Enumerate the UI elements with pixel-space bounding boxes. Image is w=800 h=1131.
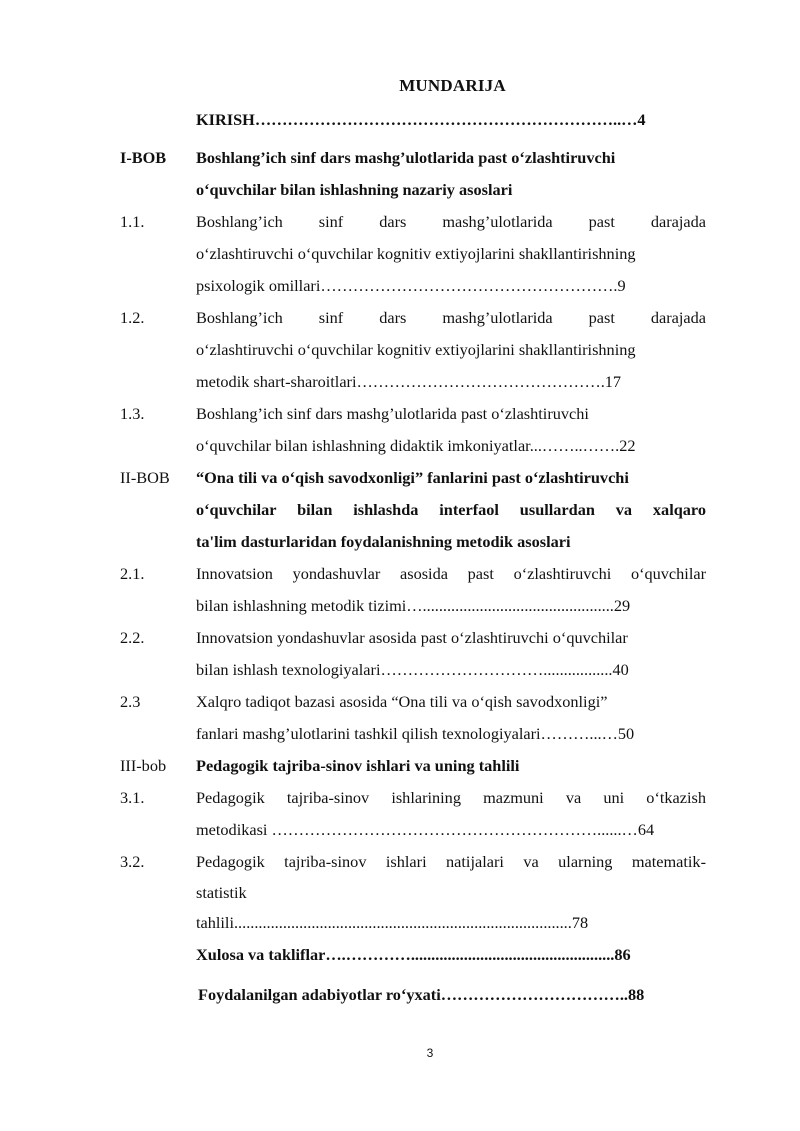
chapter-2-title-line-1: “Ona tili va o‘qish savodxonligi” fanlarini past o‘zlashtiruvchi: [196, 468, 629, 487]
section-1-2-number: 1.2.: [120, 308, 145, 327]
section-3-1-number: 3.1.: [120, 788, 145, 807]
section-2-1-number: 2.1.: [120, 564, 145, 583]
chapter-2-title-line-3: ta'lim dasturlaridan foydalanishning metodik asoslari: [196, 532, 571, 551]
section-3-2-line-1: Pedagogik tajriba-sinov ishlari natijalari va ularning matematik-: [196, 852, 706, 871]
section-1-2-line-3: metodik shart-sharoitlari……………………………………….17: [196, 372, 622, 391]
page-title: MUNDARIJA: [399, 76, 506, 95]
section-2-2-line-1: Innovatsion yondashuvlar asosida past o‘zlashtiruvchi o‘quvchilar: [196, 628, 628, 647]
section-2-1-line-2: bilan ishlashning metodik tizimi…...............................................29: [196, 596, 631, 615]
section-2-3-line-1: Xalqro tadiqot bazasi asosida “Ona tili va o‘qish savodxonligi”: [196, 692, 608, 711]
chapter-1-title-line-1: Boshlang’ich sinf dars mashg’ulotlarida past o‘zlashtiruvchi: [196, 148, 616, 167]
chapter-3-title: Pedagogik tajriba-sinov ishlari va uning tahlili: [196, 756, 520, 775]
section-1-1-line-1: Boshlang’ich sinf dars mashg’ulotlarida past darajada: [196, 212, 706, 231]
section-1-3-line-2: o‘quvchilar bilan ishlashning didaktik imkoniyatlar...……..…….22: [196, 436, 636, 455]
chapter-2-title-line-2: o‘quvchilar bilan ishlashda interfaol usullardan va xalqaro: [196, 500, 706, 519]
section-2-3-line-2: fanlari mashg’ulotlarini tashkil qilish texnologiyalari………...…50: [196, 724, 635, 743]
chapter-3-number: III-bob: [120, 756, 167, 775]
section-1-1-line-3: psixologik omillari……………………………………………….9: [196, 276, 626, 295]
chapter-1-title-line-2: o‘quvchilar bilan ishlashning nazariy asoslari: [196, 180, 513, 199]
section-2-3-number: 2.3: [120, 692, 141, 711]
section-3-2-line-3: tahlili...................................................................................78: [196, 913, 589, 932]
chapter-2-number: II-BOB: [120, 468, 170, 487]
section-1-2-line-1: Boshlang’ich sinf dars mashg’ulotlarida past darajada: [196, 308, 706, 327]
section-1-3-line-1: Boshlang’ich sinf dars mashg’ulotlarida past o‘zlashtiruvchi: [196, 404, 589, 423]
section-2-2-line-2: bilan ishlash texnologiyalari………………………….................40: [196, 660, 629, 679]
section-1-1-number: 1.1.: [120, 212, 145, 231]
section-3-2-line-2: statistik: [196, 883, 247, 902]
section-1-3-number: 1.3.: [120, 404, 145, 423]
chapter-1-number: I-BOB: [120, 148, 167, 167]
toc-entry-adabiyotlar: Foydalanilgan adabiyotlar ro‘yxati……………………………..88: [198, 985, 645, 1004]
section-3-1-line-2: metodikasi ……………………………………………………......…64: [196, 820, 655, 839]
toc-entry-xulosa: Xulosa va takliflar….…………..................................................86: [196, 945, 631, 964]
section-1-1-line-2: o‘zlashtiruvchi o‘quvchilar kognitiv extiyojlarini shakllantirishning: [196, 244, 636, 263]
toc-entry-kirish: KIRISH…………………………………………………………..…4: [196, 110, 646, 129]
section-1-2-line-2: o‘zlashtiruvchi o‘quvchilar kognitiv extiyojlarini shakllantirishning: [196, 340, 636, 359]
section-2-2-number: 2.2.: [120, 628, 145, 647]
section-3-2-number: 3.2.: [120, 852, 145, 871]
section-3-1-line-1: Pedagogik tajriba-sinov ishlarining mazmuni va uni o‘tkazish: [196, 788, 706, 807]
page-number: 3: [426, 1046, 434, 1060]
section-2-1-line-1: Innovatsion yondashuvlar asosida past o‘zlashtiruvchi o‘quvchilar: [196, 564, 706, 583]
